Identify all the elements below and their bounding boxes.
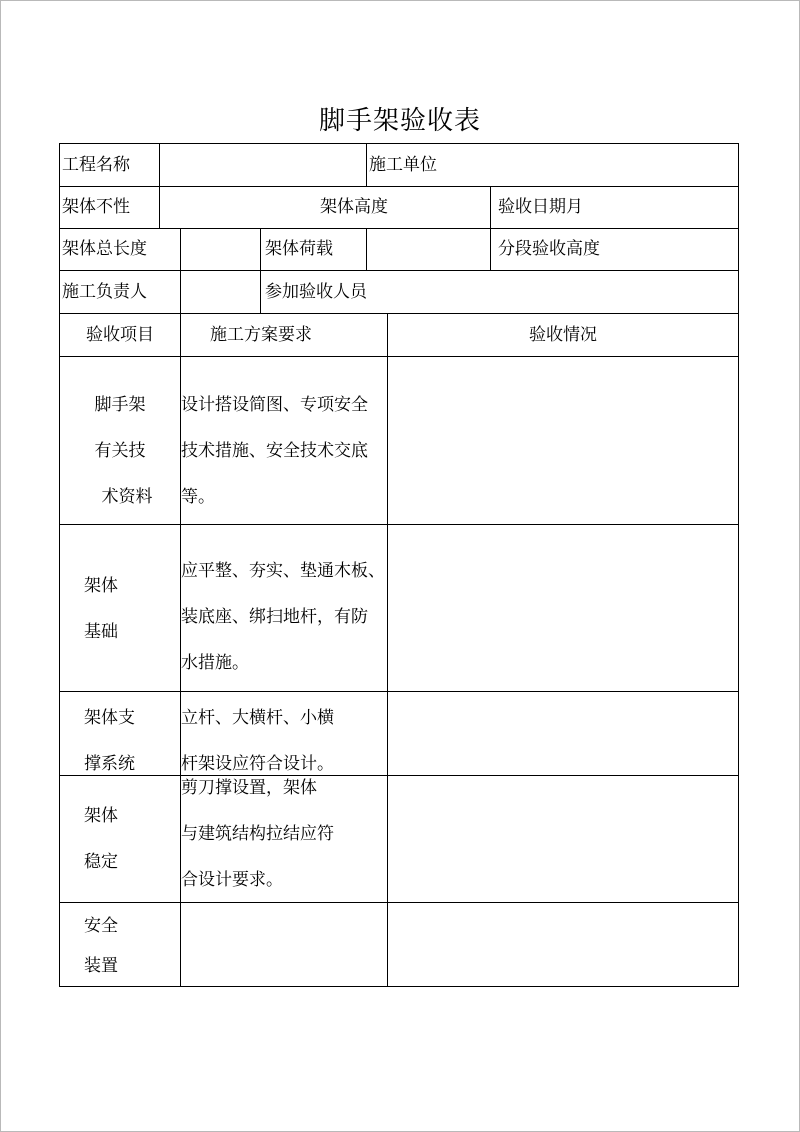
person-in-charge-label: 施工负责人 xyxy=(62,282,147,302)
requirement-line: 技术措施、安全技术交底 xyxy=(181,441,368,461)
project-name-label: 工程名称 xyxy=(62,155,130,175)
construction-unit-label: 施工单位 xyxy=(369,155,437,175)
row-item-cell xyxy=(84,906,118,986)
table-rule xyxy=(738,143,739,987)
row-item-line: 术资料 xyxy=(101,487,153,507)
row-item-cell xyxy=(84,793,118,885)
table-rule xyxy=(59,902,739,903)
row-item-cell xyxy=(84,563,118,655)
table-rule xyxy=(59,228,739,229)
column-header-result: 验收情况 xyxy=(529,325,597,345)
row-item-line: 基础 xyxy=(84,622,118,642)
acceptance-date-label: 验收日期月 xyxy=(498,197,583,217)
row-item-line: 架体支 xyxy=(84,708,135,728)
table-rule xyxy=(387,313,388,987)
table-rule xyxy=(59,356,739,357)
requirement-line: 剪刀撑设置，架体 xyxy=(181,778,317,798)
row-item-cell xyxy=(84,695,135,787)
table-rule xyxy=(59,143,60,987)
requirement-line: 立杆、大横杆、小横 xyxy=(181,708,334,728)
requirement-line: 装底座、绑扫地杆，有防 xyxy=(181,607,368,627)
table-rule xyxy=(59,270,739,271)
table-rule xyxy=(490,186,491,229)
table-rule xyxy=(59,143,739,144)
table-rule xyxy=(159,143,160,229)
document-title: 脚手架验收表 xyxy=(318,106,481,136)
table-rule xyxy=(59,313,739,314)
requirement-line: 应平整、夯实、垫通木板、 xyxy=(181,561,385,581)
row-item-line: 有关技 xyxy=(94,441,146,461)
scaffold-load-label: 架体荷载 xyxy=(265,239,333,259)
row-item-line: 撑系统 xyxy=(84,754,135,774)
requirement-line: 杆架设应符合设计。 xyxy=(181,754,334,774)
table-rule xyxy=(59,691,739,692)
requirement-line: 合设计要求。 xyxy=(181,870,283,890)
requirement-line: 与建筑结构拉结应符 xyxy=(181,824,334,844)
row-item-line: 架体 xyxy=(84,576,118,596)
table-rule xyxy=(59,524,739,525)
table-rule xyxy=(180,228,181,314)
requirement-line: 设计搭设简图、专项安全 xyxy=(181,395,368,415)
row-item-cell xyxy=(60,382,180,520)
segment-height-label: 分段验收高度 xyxy=(498,239,600,259)
table-rule xyxy=(59,186,739,187)
column-header-requirement: 施工方案要求 xyxy=(210,325,312,345)
row-requirement-cell xyxy=(181,765,334,903)
table-rule xyxy=(59,986,739,987)
table-rule xyxy=(366,143,367,186)
table-rule xyxy=(490,228,491,271)
scaffold-height-label: 架体高度 xyxy=(320,197,388,217)
requirement-line: 等。 xyxy=(181,487,215,507)
row-item-line: 脚手架 xyxy=(94,395,146,415)
requirement-line: 水措施。 xyxy=(181,653,249,673)
row-item-line: 稳定 xyxy=(84,852,118,872)
row-item-line: 架体 xyxy=(84,806,118,826)
total-length-label: 架体总长度 xyxy=(62,239,147,259)
scaffold-type-label: 架体不性 xyxy=(62,197,130,217)
row-requirement-cell xyxy=(181,548,385,686)
acceptance-participants-label: 参加验收人员 xyxy=(265,282,367,302)
row-item-line: 安全 xyxy=(84,916,118,936)
column-header-item: 验收项目 xyxy=(86,325,154,345)
row-requirement-cell xyxy=(181,382,368,520)
row-item-line: 装置 xyxy=(84,956,118,976)
table-rule xyxy=(366,228,367,271)
table-rule xyxy=(59,775,739,776)
table-rule xyxy=(260,228,261,314)
